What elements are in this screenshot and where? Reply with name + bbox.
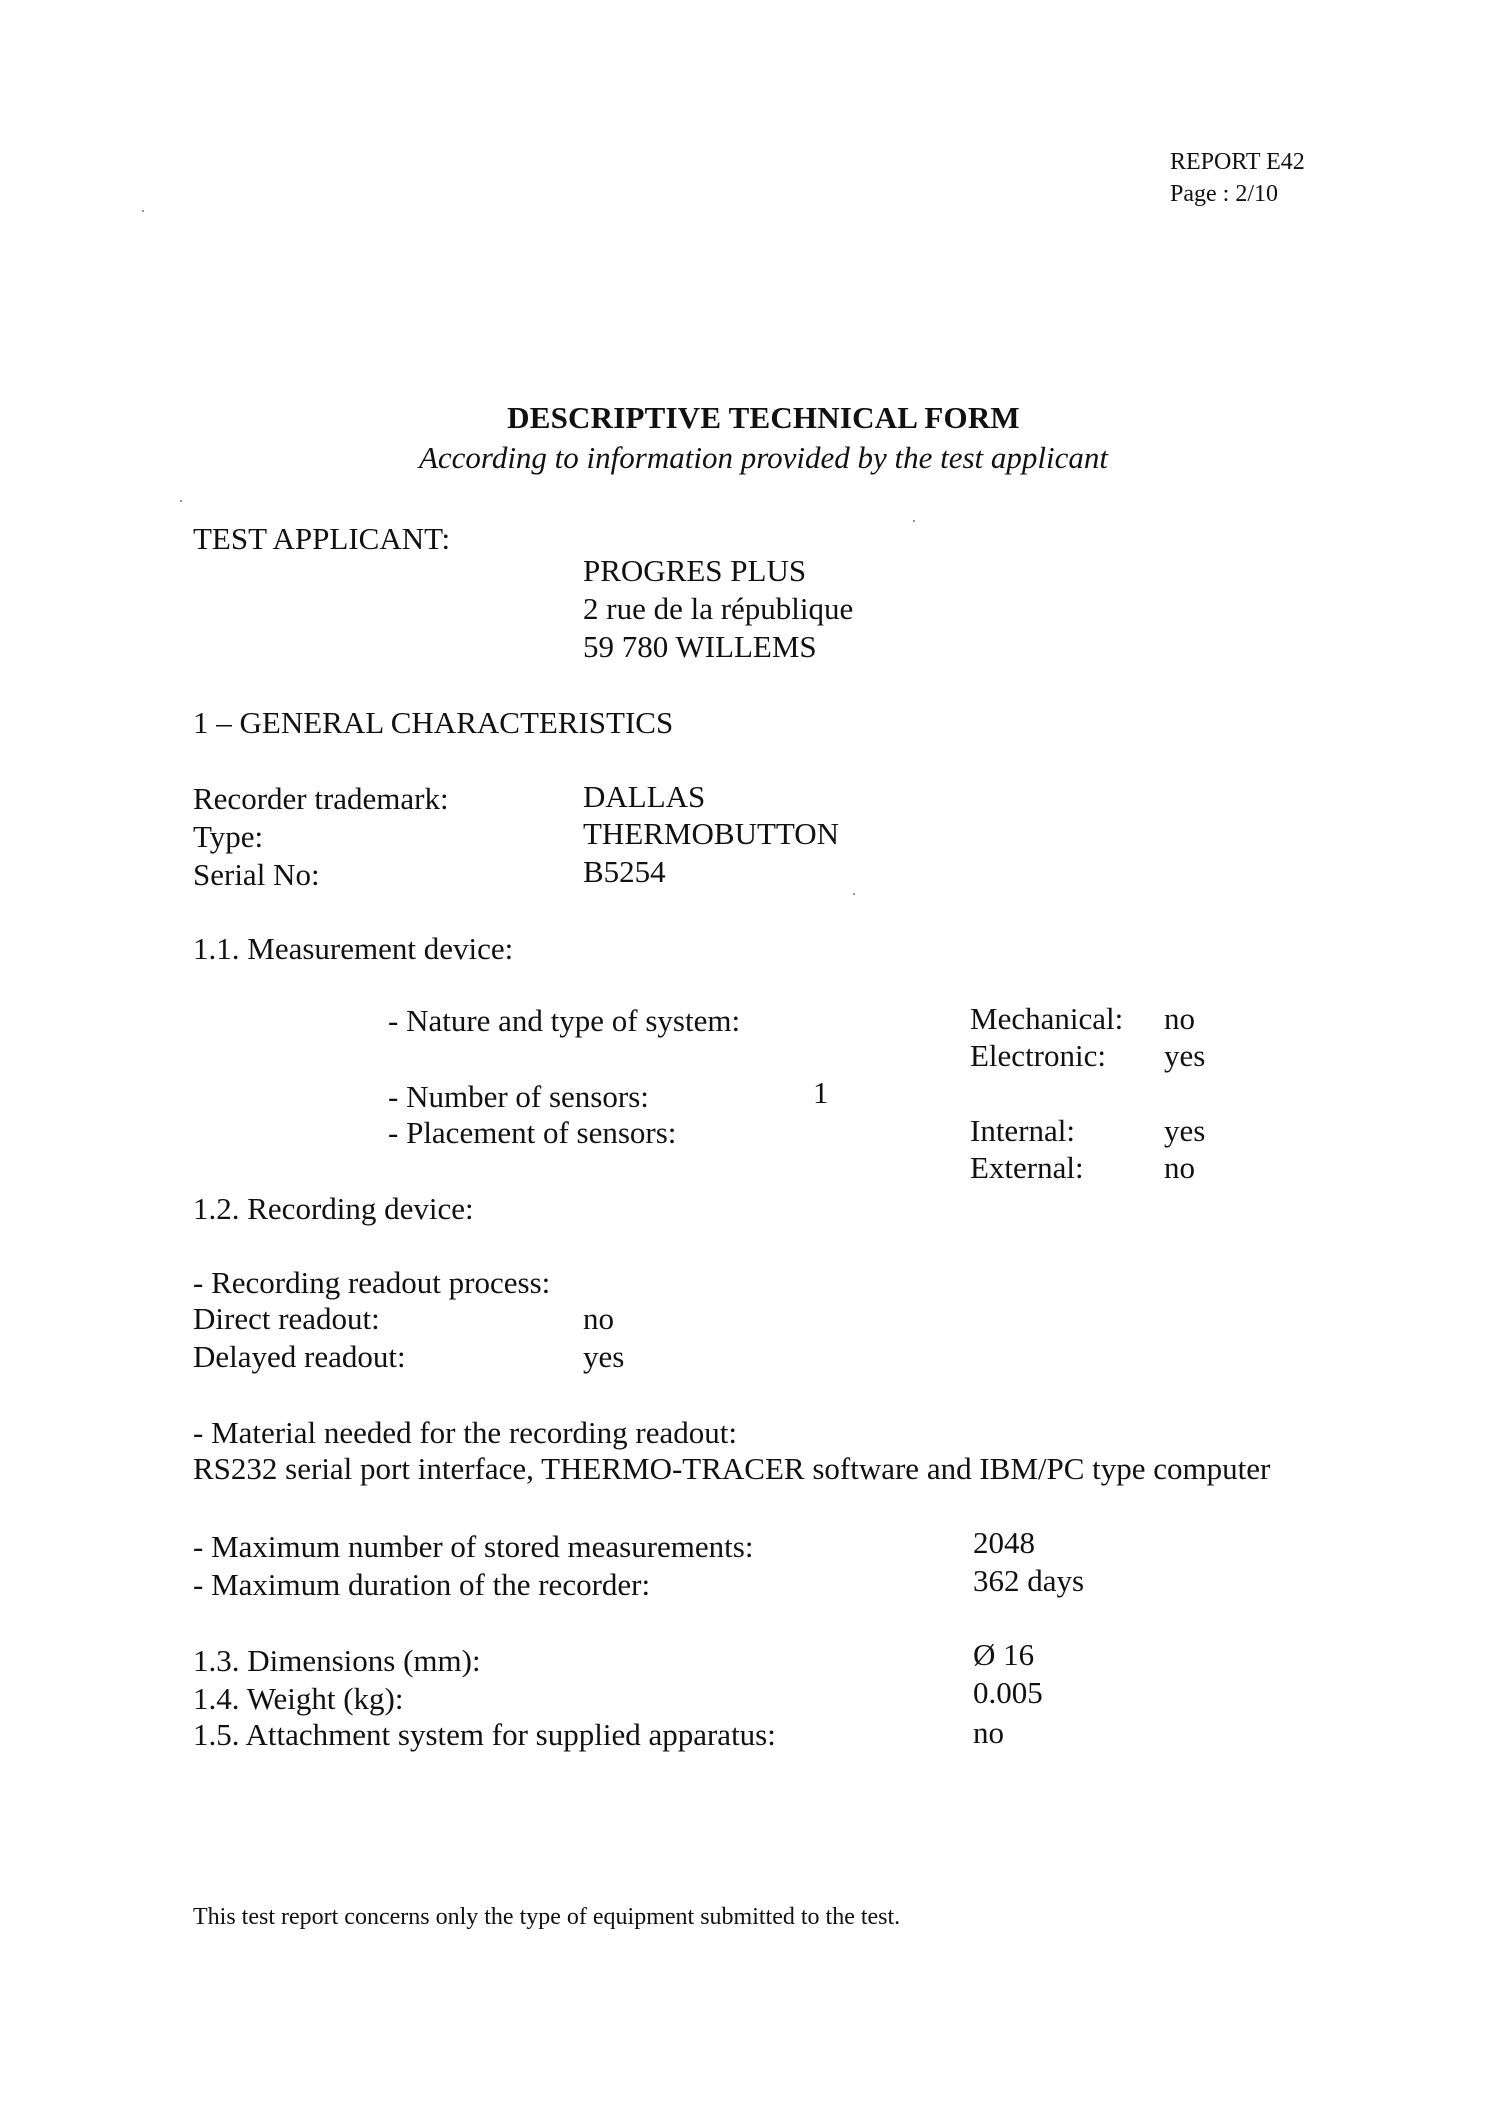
sensors-count-label: - Number of sensors: [388,1079,649,1114]
max-duration-label: - Maximum duration of the recorder: [193,1567,651,1602]
page-title: DESCRIPTIVE TECHNICAL FORM [507,400,1020,435]
internal-value: yes [1164,1113,1206,1148]
placement-label: - Placement of sensors: [388,1115,677,1150]
applicant-label: TEST APPLICANT: [193,521,451,556]
type-label: Type: [193,819,264,854]
material-label: - Material needed for the recording readout: [193,1415,737,1450]
trademark-label: Recorder trademark: [193,781,449,816]
scan-speck [853,893,855,895]
electronic-label: Electronic: [970,1038,1106,1073]
weight-value: 0.005 [973,1675,1043,1710]
applicant-name: PROGRES PLUS [583,553,807,588]
max-duration-value: 362 days [973,1563,1085,1598]
process-label: - Recording readout process: [193,1265,551,1300]
external-value: no [1164,1150,1195,1185]
dimensions-label: 1.3. Dimensions (mm): [193,1643,481,1678]
applicant-city: 59 780 WILLEMS [583,629,817,664]
mechanical-label: Mechanical: [970,1001,1124,1036]
section-heading-recording: 1.2. Recording device: [193,1191,474,1226]
material-value: RS232 serial port interface, THERMO-TRACER software and IBM/PC type computer [193,1451,1271,1486]
external-label: External: [970,1150,1084,1185]
page-number: Page : 2/10 [1170,181,1278,207]
page-subtitle: According to information provided by the test applicant [418,440,1109,475]
electronic-value: yes [1164,1038,1206,1073]
section-heading-measurement: 1.1. Measurement device: [193,931,514,966]
sensors-count-value: 1 [813,1075,829,1110]
scan-speck [180,500,182,502]
dimensions-value: Ø 16 [973,1637,1035,1672]
nature-label: - Nature and type of system: [388,1003,741,1038]
internal-label: Internal: [970,1113,1076,1148]
scan-speck [142,210,144,212]
delayed-readout-value: yes [583,1339,625,1374]
type-value: THERMOBUTTON [583,816,840,851]
serial-value: B5254 [583,854,666,889]
section-heading-general: 1 – GENERAL CHARACTERISTICS [193,705,674,740]
max-measurements-label: - Maximum number of stored measurements: [193,1529,754,1564]
delayed-readout-label: Delayed readout: [193,1339,406,1374]
applicant-street: 2 rue de la république [583,591,854,626]
scan-speck [913,520,915,522]
attachment-value: no [973,1715,1004,1750]
max-measurements-value: 2048 [973,1525,1035,1560]
report-number: REPORT E42 [1170,149,1305,175]
serial-label: Serial No: [193,857,320,892]
footer-note: This test report concerns only the type of equipment submitted to the test. [193,1904,901,1930]
direct-readout-label: Direct readout: [193,1301,380,1336]
mechanical-value: no [1164,1001,1195,1036]
weight-label: 1.4. Weight (kg): [193,1681,404,1716]
direct-readout-value: no [583,1301,614,1336]
trademark-value: DALLAS [583,779,706,814]
attachment-label: 1.5. Attachment system for supplied apparatus: [193,1717,776,1752]
